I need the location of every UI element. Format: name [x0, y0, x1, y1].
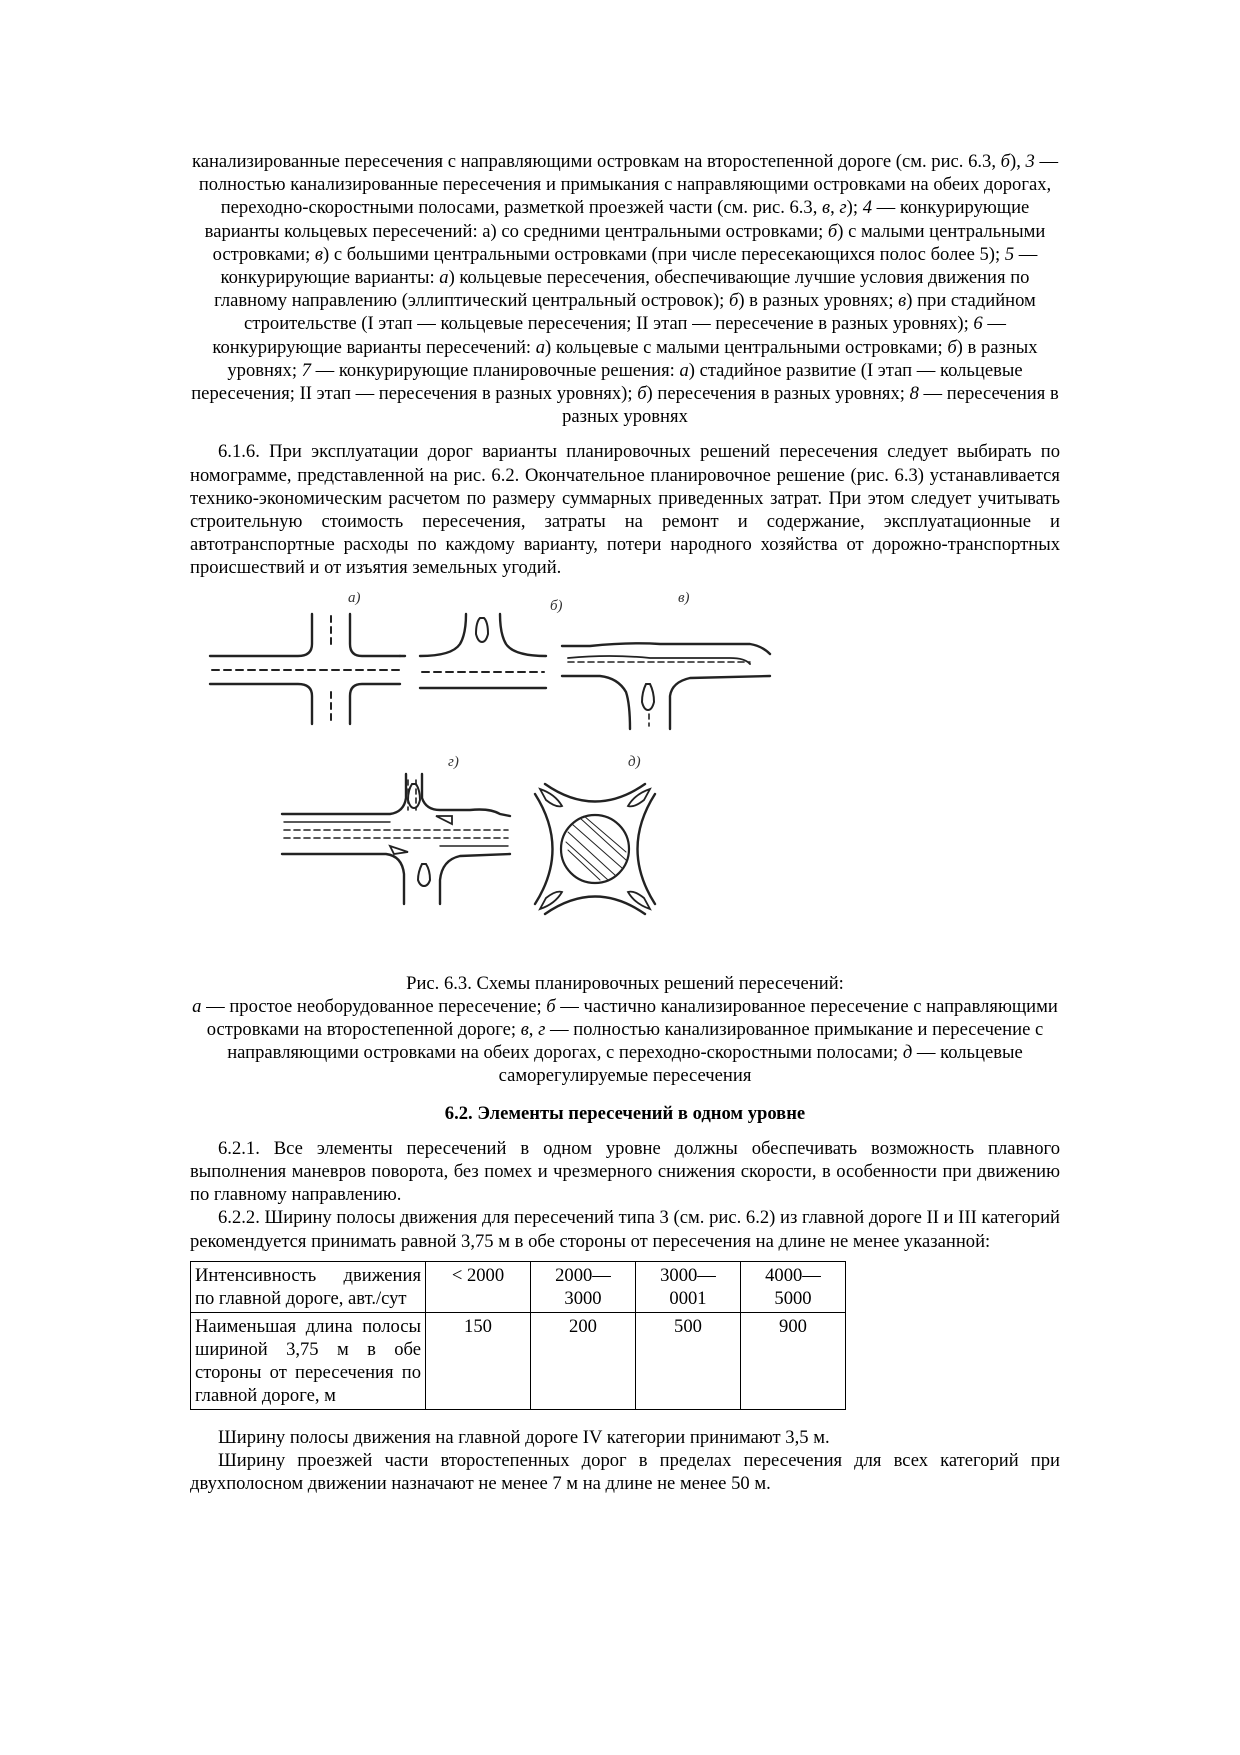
- table-cell: 900: [741, 1312, 846, 1409]
- scheme-b: [420, 614, 546, 696]
- table-row-label: Наименьшая длина полосы шириной 3,75 м в обе стороны от пересечения по главной дороге, м: [191, 1312, 426, 1409]
- table-cell: [741, 1261, 846, 1312]
- scheme-d-label: г): [448, 753, 459, 770]
- table-cell: < 2000: [426, 1261, 531, 1312]
- table-cell: [531, 1261, 636, 1312]
- table-row-label: Интенсивность движения по главной дороге, авт./сут: [191, 1261, 426, 1312]
- scheme-e: [535, 784, 655, 914]
- paragraph-secondary-roads: Ширину проезжей части второстепенных дорог в пределах пересечения для всех категорий при двухполосном движении назначают не менее 7 м на длине не менее 50 м.: [190, 1450, 1060, 1495]
- table-cell-value: 3000—0001: [660, 1264, 716, 1309]
- table-cell: 500: [636, 1312, 741, 1409]
- scheme-c: [562, 643, 770, 729]
- paragraph-6-2-1: 6.2.1. Все элементы пересечений в одном уровне должны обеспечивать возможность плавного выполнения маневров поворота, без помех и чрезмерного снижения скорости, в особенности при движению по главному направлению.: [190, 1137, 1060, 1206]
- table-cell-value: 4000—5000: [765, 1264, 821, 1309]
- figure-6-2-caption-continuation: канализированные пересечения с направляющими островкам на второстепенной дороге (см. рис. 6.3, б), 3 — полностью канализированные пересечения и примыкания с направляющими островками на обеих дорогах, переходно-скоростными полосами, разметкой проезжей части (см. рис. 6.3, в, г); 4 — конкурирующие варианты кольцевых пересечений: а) со средними центральными островками; б) с малыми центральными островками; в) с большими центральными островками (при числе пересекающихся полос более 5); 5 — конкурирующие варианты: а) кольцевые пересечения, обеспечивающие лучшие условия движения по главному направлению (эллиптический центральный островок); б) в разных уровнях; в) при стадийном строительстве (I этап — кольцевые пересечения; II этап — пересечение в разных уровнях); 6 — конкурирующие варианты пересечений: а) кольцевые с малыми центральными островками; б) в разных уровнях; 7 — конкурирующие планировочные решения: а) стадийное развитие (I этап — кольцевые пересечения; II этап — пересечения в разных уровнях); б) пересечения в разных уровнях; 8 — пересечения в разных уровнях: [191, 151, 1059, 428]
- figure-caption-title: Рис. 6.3. Схемы планировочных решений пересечений:: [406, 972, 844, 994]
- scheme-a: [210, 614, 405, 724]
- scheme-d: [282, 774, 510, 904]
- paragraph-6-2-2: 6.2.2. Ширину полосы движения для пересечений типа 3 (см. рис. 6.2) из главной дороге II и III категорий рекомендуется принимать равной 3,75 м в обе стороны от пересечения на длине не менее указанной:: [190, 1207, 1060, 1252]
- lane-length-table: [190, 1261, 846, 1410]
- table-row: [191, 1312, 846, 1409]
- table-cell: 150: [426, 1312, 531, 1409]
- document-page: [190, 150, 1060, 1496]
- paragraph-category-iv: Ширину полосы движения на главной дороге IV категории принимают 3,5 м.: [218, 1426, 830, 1448]
- paragraph-6-1-6: 6.1.6. При эксплуатации дорог варианты планировочных решений пересечения следует выбирать по номограмме, представленной на рис. 6.2. Окончательное планировочное решение (рис. 6.3) устанавливается технико-экономическим расчетом по размеру суммарных приведенных затрат. При этом следует учитывать строительную стоимость пересечения, затраты на ремонт и содержание, эксплуатационные и автотранспортные расходы по каждому варианту, потери народного хозяйства от дорожно-транспортных происшествий и от изъятия земельных угодий.: [190, 441, 1060, 579]
- section-title-6-2: 6.2. Элементы пересечений в одном уровне: [444, 1102, 806, 1124]
- scheme-c-label: в): [678, 589, 690, 606]
- table-cell: [636, 1261, 741, 1312]
- figure-caption-body: а — простое необорудованное пересечение; б — частично канализированное пересечение с направляющими островками на второстепенной дороге; в, г — полностью канализированное примыкание и пересечение с направляющими островками на обеих дорогах, с переходно-скоростными полосами; д — кольцевые саморегулируемые пересечения: [192, 995, 1058, 1087]
- scheme-a-label: а): [348, 589, 361, 606]
- figure-6-3-caption: [190, 972, 1060, 1088]
- intersection-schemes-drawing: [190, 584, 1060, 964]
- table-cell: 200: [531, 1312, 636, 1409]
- figure-6-3: [190, 584, 1060, 964]
- scheme-e-label: д): [628, 753, 641, 770]
- table-row: [191, 1261, 846, 1312]
- table-cell-value: 2000—3000: [555, 1264, 611, 1309]
- scheme-b-label: б): [550, 597, 563, 614]
